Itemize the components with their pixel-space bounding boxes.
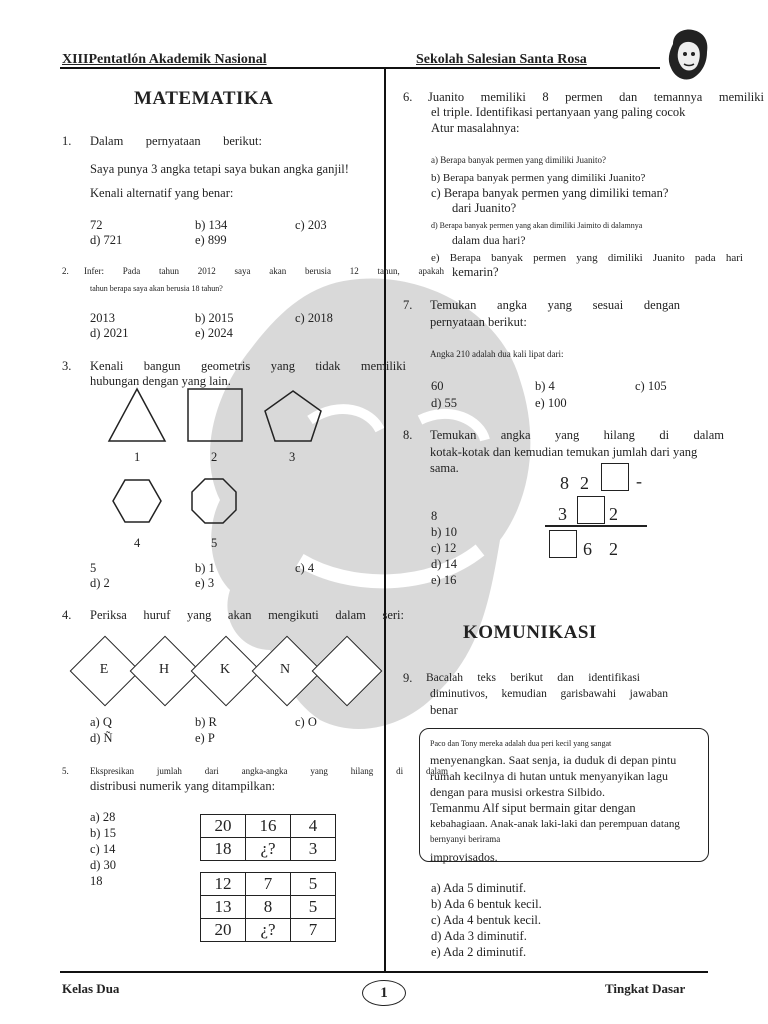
header-right-title: Sekolah Salesian Santa Rosa [416,52,587,67]
q9-story-line: dengan para musisi orkestra Silbido. [430,785,605,799]
q1-option-b[interactable]: b) 134 [195,218,228,232]
q6-text-line3: Atur masalahnya: [431,121,520,135]
q5-number-table-1 [200,814,336,861]
table-row [201,919,336,942]
table-cell: 12 [201,873,246,896]
q4-option-d[interactable]: d) Ñ [90,731,113,745]
q6-text-line1: Juanito memiliki 8 permen dan temannya memiliki [428,90,764,104]
q8-puzzle-digit: 2 [580,473,589,493]
q1-quote: Saya punya 3 angka tetapi saya bukan angka ganjil! [90,162,349,176]
q6-option-c-line2: dari Juanito? [452,201,517,215]
q8-option-e[interactable]: e) 16 [431,573,457,587]
q8-option-b[interactable]: b) 10 [431,525,458,539]
q8-missing-box[interactable] [577,496,605,524]
square-shape [188,389,242,441]
q1-option-a[interactable]: 72 [90,218,103,232]
table-cell: 8 [246,896,291,919]
table-cell: 4 [291,815,336,838]
q9-number: 9. [403,671,413,685]
q9-option-e[interactable]: e) Ada 2 diminutif. [431,945,527,959]
q8-missing-box[interactable] [601,463,629,491]
table-cell: ¿? [246,919,291,942]
q9-text-line3: benar [430,703,458,717]
footer-right: Tingkat Dasar [605,981,686,996]
founder-portrait-icon [663,26,713,84]
table-cell: 7 [291,919,336,942]
q4-letter-2: H [158,662,170,677]
q4-letter-1: E [99,662,109,677]
q9-text-line2: diminutivos, kemudian garisbawahi jawaban [430,688,668,700]
q2-option-b[interactable]: b) 2015 [195,311,234,325]
q9-story-line: kebahagiaan. Anak-anak laki-laki dan perempuan datang [430,818,680,830]
q8-option-c[interactable]: c) 12 [431,541,457,555]
q2-text-line1: Infer: Pada tahun 2012 saya akan berusia 12 tahun, apakah [84,266,444,276]
q4-option-b[interactable]: b) R [195,715,217,729]
q8-number: 8. [403,428,413,442]
q6-number: 6. [403,90,413,104]
q7-option-e[interactable]: e) 100 [535,396,567,410]
page-number: 1 [362,980,406,1006]
q1-option-e[interactable]: e) 899 [195,233,227,247]
q4-letter-4: N [279,662,291,677]
q9-story-line: menyenangkan. Saat senja, ia duduk di depan pintu [430,753,677,767]
q2-option-a[interactable]: 2013 [90,311,115,325]
q4-text: Periksa huruf yang akan mengikuti dalam seri: [90,608,404,622]
q1-option-c[interactable]: c) 203 [295,218,327,232]
table-cell: 16 [246,815,291,838]
pentagon-shape [265,391,321,441]
q6-option-c-line1[interactable]: c) Berapa banyak permen yang dimiliki teman? [431,186,669,200]
table-row [201,873,336,896]
q7-number: 7. [403,298,413,312]
q3-option-e[interactable]: e) 3 [195,576,215,590]
q3-shapes [105,385,340,535]
q6-option-d-line2: dalam dua hari? [452,235,526,247]
q4-option-a[interactable]: a) Q [90,715,112,729]
q8-puzzle-digit: 3 [558,504,567,524]
table-cell: 5 [291,896,336,919]
q6-text-line2: el triple. Identifikasi pertanyaan yang paling cocok [431,105,686,119]
table-row [201,838,336,861]
q2-text-line2: tahun berapa saya akan berusia 18 tahun? [90,284,223,293]
q8-option-a[interactable]: 8 [431,509,438,523]
q2-number: 2. [62,266,69,276]
q6-option-d-line1[interactable]: d) Berapa banyak permen yang akan dimiliki Jaimito di dalamnya [431,221,643,230]
q7-option-c[interactable]: c) 105 [635,379,667,393]
q3-shape-label-3: 3 [289,450,296,464]
q3-text-line1: Kenali bangun geometris yang tidak memiliki [90,359,406,373]
q8-text-line1: Temukan angka yang hilang di dalam [430,428,724,442]
q8-option-d[interactable]: d) 14 [431,557,458,571]
q7-option-a[interactable]: 60 [431,379,444,393]
q8-subtraction-line [545,525,647,527]
header-left-title: XIIIPentatlón Akademik Nasional [62,52,267,67]
q8-missing-box[interactable] [549,530,577,558]
q9-story-line: bernyanyi berirama [430,834,501,844]
column-divider [384,67,386,972]
table-row [201,815,336,838]
q7-option-b[interactable]: b) 4 [535,379,555,393]
q9-text-line1: Bacalah teks berikut dan identifikasi [426,672,640,684]
q7-text-line2: pernyataan berikut: [430,315,527,329]
q8-puzzle-digit: 2 [609,539,618,559]
q2-option-c[interactable]: c) 2018 [295,311,333,325]
q3-option-c[interactable]: c) 4 [295,561,315,575]
q3-shape-label-2: 2 [211,450,218,464]
q3-text-line2: hubungan dengan yang lain. [90,374,231,388]
footer-left: Kelas Dua [62,981,120,996]
q7-statement: Angka 210 adalah dua kali lipat dari: [430,349,564,359]
q2-option-d[interactable]: d) 2021 [90,326,129,340]
q5-text-line1: Ekspresikan jumlah dari angka-angka yang hilang di dalam [90,766,448,776]
q9-story-line: improvisados. [430,850,498,864]
table-cell: 20 [201,815,246,838]
q5-option-e[interactable]: 18 [90,874,103,888]
q2-option-e[interactable]: e) 2024 [195,326,233,340]
triangle-shape [109,389,165,441]
q5-option-d[interactable]: d) 30 [90,858,117,872]
q5-text-line2: distribusi numerik yang ditampilkan: [90,779,276,793]
q3-option-d[interactable]: d) 2 [90,576,110,590]
q9-story-line: Paco dan Tony mereka adalah dua peri kecil yang sangat [430,739,612,748]
q6-option-e-line1[interactable]: e) Berapa banyak permen yang dimiliki Juanito pada hari [431,252,743,264]
q9-option-c[interactable]: c) Ada 4 bentuk kecil. [431,913,542,927]
table-cell: 5 [291,873,336,896]
q6-option-e-line2: kemarin? [452,265,499,279]
q3-shape-label-4: 4 [134,536,141,550]
q8-puzzle-digit: 8 [560,473,569,493]
table-cell: 7 [246,873,291,896]
q3-option-a[interactable]: 5 [90,561,97,575]
q9-story-line: rumah kecilnya di hutan untuk menyanyikan lagu [430,769,668,783]
q5-option-a[interactable]: a) 28 [90,810,116,824]
q4-option-e[interactable]: e) P [195,731,215,745]
table-row [201,896,336,919]
q9-option-b[interactable]: b) Ada 6 bentuk kecil. [431,897,542,911]
q9-option-d[interactable]: d) Ada 3 diminutif. [431,929,527,943]
q8-puzzle-digit: 6 [583,539,592,559]
q8-puzzle-digit: 2 [609,504,618,524]
table-cell: 18 [201,838,246,861]
q5-option-c[interactable]: c) 14 [90,842,116,856]
q8-text-line3: sama. [430,461,459,475]
q9-story-line: Temanmu Alf siput bermain gitar dengan [430,801,636,815]
q6-option-a[interactable]: a) Berapa banyak permen yang dimiliki Juanito? [431,155,606,165]
q1-text: Dalam pernyataan berikut: [90,134,262,148]
q3-option-b[interactable]: b) 1 [195,561,215,575]
section-title-matematika: MATEMATIKA [134,88,274,109]
q9-option-a[interactable]: a) Ada 5 diminutif. [431,881,527,895]
q3-number: 3. [62,359,72,373]
q7-option-d[interactable]: d) 55 [431,396,458,410]
q3-shape-label-1: 1 [134,450,141,464]
q8-text-line2: kotak-kotak dan kemudian temukan jumlah dari yang [430,445,698,459]
q1-prompt: Kenali alternatif yang benar: [90,186,234,200]
section-title-komunikasi: KOMUNIKASI [463,622,597,643]
q3-shape-label-5: 5 [211,536,218,550]
q5-number: 5. [62,766,69,776]
q1-option-d[interactable]: d) 721 [90,233,123,247]
footer-rule [60,971,708,973]
q7-text-line1: Temukan angka yang sesuai dengan [430,298,680,312]
table-cell: 20 [201,919,246,942]
q4-option-c[interactable]: c) O [295,715,317,729]
hexagon-shape [113,480,161,522]
octagon-shape [192,479,236,523]
table-cell: ¿? [246,838,291,861]
q1-number: 1. [62,134,72,148]
q5-number-table-2 [200,872,336,942]
q6-option-b[interactable]: b) Berapa banyak permen yang dimiliki Juanito? [431,172,646,184]
header-rule [60,67,660,69]
q4-number: 4. [62,608,72,622]
table-cell: 13 [201,896,246,919]
q8-puzzle-minus: - [636,471,642,491]
q5-option-b[interactable]: b) 15 [90,826,117,840]
q4-letter-3: K [219,662,231,677]
table-cell: 3 [291,838,336,861]
